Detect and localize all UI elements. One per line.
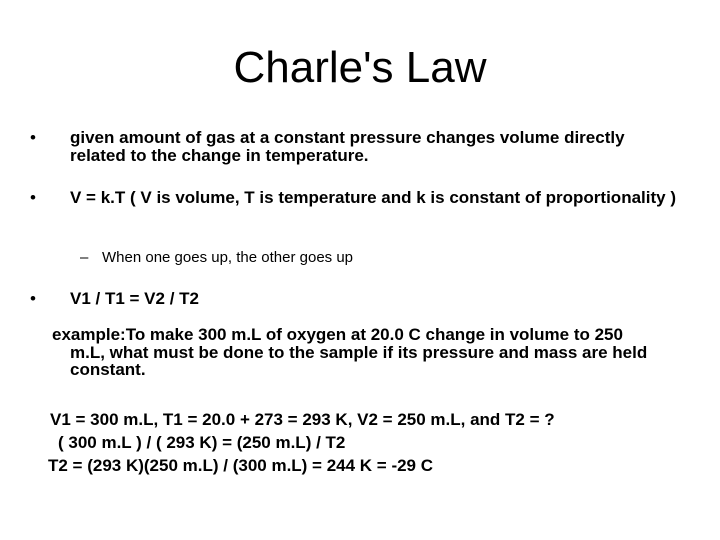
bullet-marker: • bbox=[30, 289, 36, 308]
example-continuation: m.L, what must be done to the sample if its pressure and mass are held constant. bbox=[70, 342, 648, 379]
sub-bullet-item bbox=[80, 249, 680, 267]
bullet-item-definition bbox=[30, 129, 680, 165]
slide-title: Charle's Law bbox=[233, 43, 487, 92]
bullet-item-formula bbox=[30, 189, 680, 207]
sub-bullet-text: When one goes up, the other goes up bbox=[102, 249, 354, 266]
sub-bullet-marker: – bbox=[80, 249, 89, 266]
bullet-text: V = k.T ( V is volume, T is temperature and k is constant of proportionality ) bbox=[70, 188, 676, 207]
calculation-line-given: V1 = 300 m.L, T1 = 20.0 + 273 = 293 K, V2 = 250 m.L, and T2 = ? bbox=[50, 410, 555, 429]
bullet-text: V1 / T1 = V2 / T2 bbox=[70, 289, 199, 308]
calculation-line-result: T2 = (293 K)(250 m.L) / (300 m.L) = 244 K = -29 C bbox=[48, 456, 434, 475]
bullet-marker: • bbox=[30, 128, 36, 147]
example-problem bbox=[52, 326, 692, 379]
bullet-item-ratio bbox=[30, 290, 680, 308]
calculation-line-setup: ( 300 m.L ) / ( 293 K) = (250 m.L) / T2 bbox=[58, 433, 346, 452]
bullet-marker: • bbox=[30, 188, 36, 207]
example-first-line: example:To make 300 m.L of oxygen at 20.0 C change in volume to 250 bbox=[52, 325, 623, 344]
bullet-text: given amount of gas at a constant pressure changes volume directly related to the change in temperature. bbox=[70, 128, 625, 165]
